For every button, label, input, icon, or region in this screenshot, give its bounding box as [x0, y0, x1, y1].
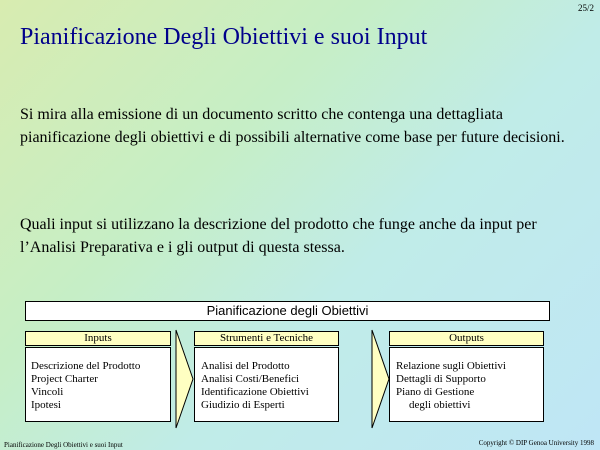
tools-item: Analisi Costi/Benefici	[201, 373, 300, 385]
diagram-header: Pianificazione degli Obiettivi	[25, 301, 550, 321]
outputs-item: degli obiettivi	[409, 399, 471, 411]
inputs-header: Inputs	[25, 331, 171, 346]
tools-box	[194, 347, 339, 422]
tools-item: Giudizio di Esperti	[201, 399, 285, 411]
inputs-item: Ipotesi	[31, 399, 61, 411]
footer-title: Pianificazione Degli Obiettivi e suoi Input	[4, 441, 123, 449]
outputs-item: Piano di Gestione	[396, 386, 475, 398]
outputs-box	[389, 347, 544, 422]
footer-copyright: Copyright © DIP Genoa University 1998	[478, 439, 594, 447]
paragraph-inputs: Quali input si utilizzano la descrizione del prodotto che funge anche da input per l’Analisi Preparativa e i gli output di questa stessa.	[20, 216, 537, 256]
inputs-item: Vincoli	[31, 386, 64, 398]
tools-item: Analisi del Prodotto	[201, 360, 290, 372]
slide-number: 25/2	[577, 3, 594, 13]
tools-header: Strumenti e Tecniche	[194, 331, 339, 346]
slide-title: Pianificazione Degli Obiettivi e suoi Input	[20, 24, 428, 50]
flow-arrow-icon	[175, 329, 195, 429]
inputs-item: Project Charter	[31, 373, 98, 385]
inputs-item: Descrizione del Prodotto	[31, 360, 141, 372]
inputs-box	[25, 347, 171, 422]
outputs-header: Outputs	[389, 331, 544, 346]
outputs-item: Dettagli di Supporto	[396, 373, 486, 385]
flow-arrow-icon	[371, 329, 391, 429]
outputs-item: Relazione sugli Obiettivi	[396, 360, 506, 372]
paragraph-purpose: Si mira alla emissione di un documento scritto che contenga una dettagliata pianificazione degli obiettivi e di possibili alternative come base per future decisioni.	[20, 106, 565, 146]
tools-item: Identificazione Obiettivi	[201, 386, 309, 398]
